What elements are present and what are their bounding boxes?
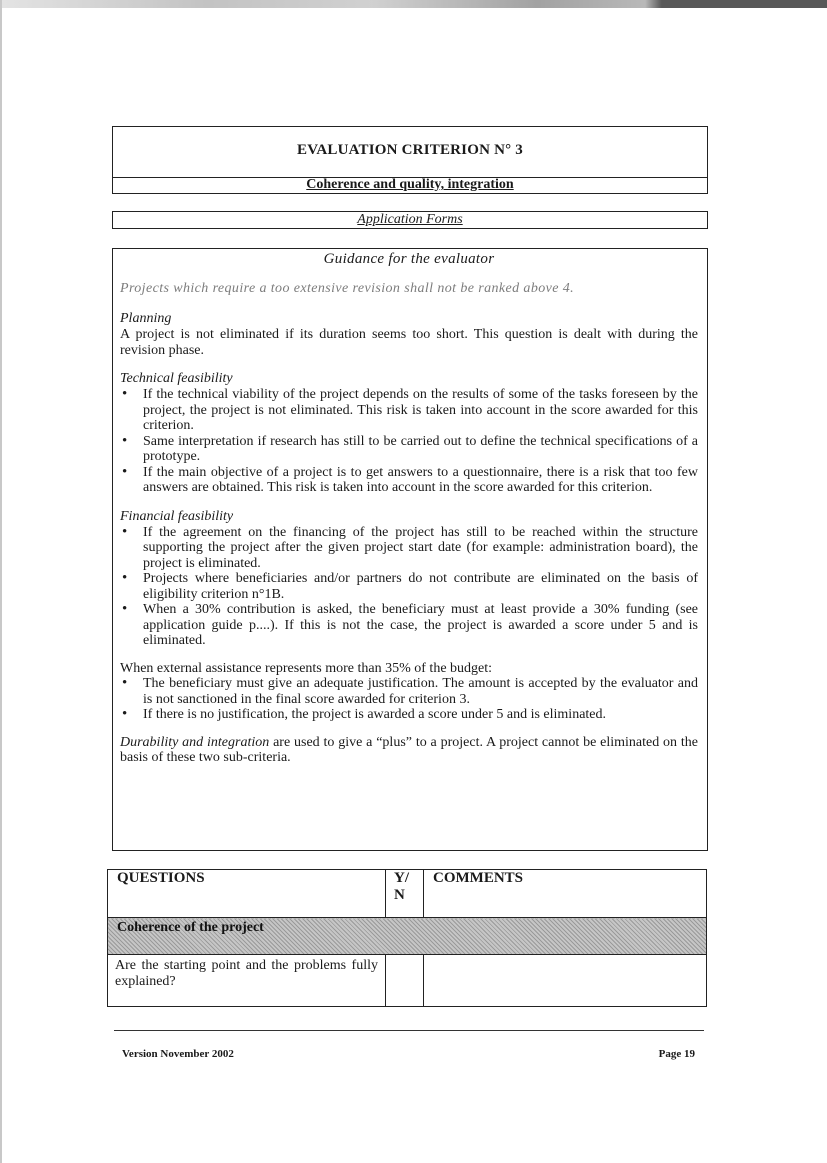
yn-header: Y/ N xyxy=(386,870,424,918)
criterion-subtitle xyxy=(113,177,707,193)
guidance-title: Guidance for the evaluator xyxy=(323,251,495,267)
guidance-intro: Projects which require a too extensive revision shall not be ranked above 4. xyxy=(120,281,575,296)
criterion-subtitle-text: Coherence and quality, integration xyxy=(306,177,514,192)
technical-list xyxy=(120,387,698,496)
financial-list xyxy=(120,525,698,649)
list-item: • The beneficiary must give an adequate justification. The amount is accepted by the evaluator and is not sanctioned in the final score awarded for criterion 3. xyxy=(120,676,698,707)
scan-edge-top xyxy=(0,0,827,8)
criterion-title: EVALUATION CRITERION N° 3 xyxy=(297,142,523,158)
scan-edge-left xyxy=(0,0,2,1163)
footer-version: Version November 2002 xyxy=(122,1048,234,1060)
external-list xyxy=(120,676,698,723)
application-forms-box xyxy=(112,211,708,229)
list-item: • Projects where beneficiaries and/or partners do not contribute are eliminated on the basis of eligibility criterion n°1B. xyxy=(120,571,698,602)
list-item: • If the technical viability of the project depends on the results of some of the tasks foreseen by the project, the project is not eliminated. This risk is taken into account in the score awarded for this criterion. xyxy=(120,387,698,434)
application-forms-label xyxy=(113,212,707,228)
comment-cell[interactable] xyxy=(424,955,707,1007)
footer-divider xyxy=(114,1030,704,1031)
list-item: • If the main objective of a project is to get answers to a questionnaire, there is a risk that too few answers are obtained. This risk is taken into account in the score awarded for this criterion. xyxy=(120,465,698,496)
questions-header: QUESTIONS xyxy=(108,870,386,918)
list-item: • If the agreement on the financing of the project has still to be reached within the structure supporting the project after the given project start date (for example: administration board), the project is eliminated. xyxy=(120,525,698,572)
list-item: • Same interpretation if research has still to be carried out to define the technical specifications of a prototype. xyxy=(120,434,698,465)
planning-text: A project is not eliminated if its duration seems too short. This question is dealt with during the revision phase. xyxy=(120,327,698,358)
list-item: • If there is no justification, the project is awarded a score under 5 and is eliminated. xyxy=(120,707,698,723)
guidance-box xyxy=(112,248,708,851)
durability-italic: Durability and integration xyxy=(120,734,270,750)
comments-header: COMMENTS xyxy=(424,870,707,918)
yn-cell[interactable] xyxy=(386,955,424,1007)
section-coherence: Coherence of the project xyxy=(108,918,707,955)
criterion-title-box xyxy=(112,126,708,194)
table-section-row xyxy=(108,918,707,955)
durability-text xyxy=(120,735,698,766)
external-intro: When external assistance represents more than 35% of the budget: xyxy=(120,660,493,676)
table-row xyxy=(108,955,707,1007)
planning-heading: Planning xyxy=(120,311,172,326)
footer-page-number: Page 19 xyxy=(658,1048,695,1060)
questions-table xyxy=(107,869,707,1007)
application-forms-text: Application Forms xyxy=(357,212,463,227)
list-item: • When a 30% contribution is asked, the beneficiary must at least provide a 30% funding (see application guide p....). If this is not the case, the project is awarded a score under 5 and is eliminated. xyxy=(120,602,698,649)
durability-rest: are used to give a “plus” to a project. A project cannot be eliminated on the basis of these two sub-criteria. xyxy=(120,734,698,765)
technical-heading: Technical feasibility xyxy=(120,371,233,386)
question-cell: Are the starting point and the problems fully explained? xyxy=(108,955,386,1007)
table-header-row xyxy=(108,870,707,918)
financial-heading: Financial feasibility xyxy=(120,508,234,524)
